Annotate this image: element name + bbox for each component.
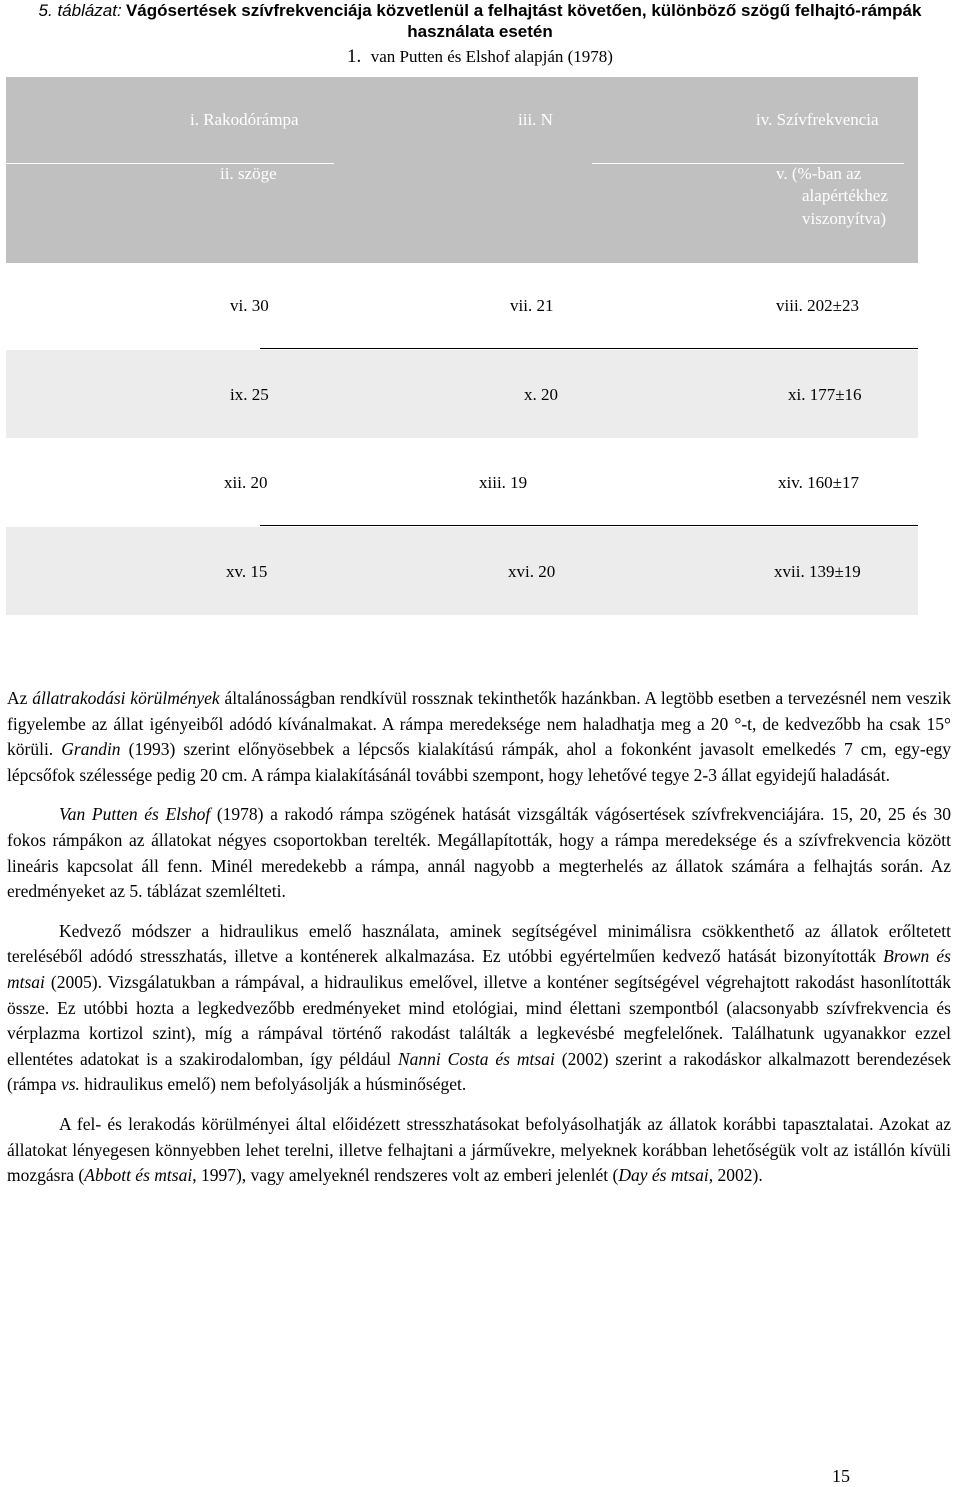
paragraph-3: Kedvező módszer a hidraulikus emelő használata, aminek segítségével minimálisra csökkenthető az állatok erőltetett tereléséből adódó stresszhatás, illetve a konténerek alkalmazása. Ez utóbbi egyértelműen kedvező hatását bizonyították Brown és mtsai (2005). Vizsgálatukban a rámpával, a hidraulikus emelővel, illetve a konténer segítségével végrehajtott rakodást hasonlították össze. Ez utóbbi hozta a legkedvezőbb eredményeket mind etológiai, mind élettani szempontból (alacsonyabb szívfrekvencia és vérplazma kortizol szint), míg a rámpával történő rakodást találták a legkevésbé megfelelőnek. Találhatunk ugyanakkor ezzel ellentétes adatokat is a szakirodalomban, így például Nanni Costa és mtsai (2002) szerint a rakodáskor alkalmazott berendezések (rámpa vs. hidraulikus emelő) nem befolyásolják a húsminőséget. (7, 920, 951, 1095)
paragraph-4: A fel- és lerakodás körülményei által előidézett stresszhatásokat befolyásolhatják az állatok korábbi tapasztalatai. Azokat az állatokat lényegesen könnyebben lehet terelni, illetve felhajtani a járművekre, melyeknek korábban lehetőségük volt az istállón kívüli mozgásra (Abbott és mtsai, 1997), vagy amelyeknél rendszeres volt az emberi jelenlét (Day és mtsai, 2002). (7, 1113, 951, 1186)
row3-n: xiii. 19 (479, 473, 528, 492)
table-row (6, 263, 918, 349)
caption-title: Vágósertések szívfrekvenciája közvetlenül a felhajtást követően, különböző szögű felhajtó-rámpák használata esetén (125, 1, 922, 41)
header-divider-left (6, 163, 334, 164)
header-col3-sub2: alapértékhez (802, 186, 888, 205)
row2-hr: xi. 177±16 (788, 385, 862, 404)
table-row (6, 438, 918, 526)
row1-n: vii. 21 (510, 296, 554, 315)
header-col3-sub1: v. (%-ban az (776, 164, 862, 183)
row1-angle: vi. 30 (230, 296, 269, 315)
header-col3-sub3: viszonyítva) (802, 209, 887, 228)
caption-source: van Putten és Elshof alapján (1978) (370, 47, 613, 66)
paragraph-1: Az állatrakodási körülmények általánosságban rendkívül rossznak tekinthetők hazánkban. A legtöbb esetben a tervezésnél nem veszik figyelembe az állat igényeiből adódó kívánalmakat. A rámpa meredeksége nem haladhatja meg a 20 °-t, de kedvezőbb ha csak 15° körüli. Grandin (1993) szerint előnyösebbek a lépcsős kialakítású rámpák, ahol a fokonként javasolt emelkedés 7 cm, egy-egy lépcsőfok szélessége pedig 20 cm. A rámpa kialakításánál további szempont, hogy lehetővé tegye 2-3 állat egyidejű haladását. (7, 688, 952, 785)
row2-angle: ix. 25 (230, 385, 269, 404)
header-col1-sub: ii. szöge (220, 164, 277, 183)
row3-angle: xii. 20 (224, 473, 268, 492)
page-number: 15 (832, 1466, 850, 1486)
row2-n: x. 20 (524, 385, 558, 404)
header-col3: iv. Szívfrekvencia (756, 110, 879, 129)
row-rule (260, 525, 918, 526)
paragraph-2: Van Putten és Elshof (1978) a rakodó rámpa szögének hatását vizsgálták vágósertések szívfrekvenciájára. 15, 20, 25 és 30 fokos rámpákon az állatokat négyes csoportokban terelték. Megállapították, hogy a rámpa meredeksége és a szívfrekvencia között lineáris kapcsolat áll fenn. Minél meredekebb a rámpa, annál nagyobb a megterhelés az állatok számára a felhajtás során. Az eredményeket az 5. táblázat szemlélteti. (7, 804, 951, 902)
row4-hr: xvii. 139±19 (774, 562, 861, 581)
table-header (6, 77, 918, 263)
caption-label: 5. táblázat: (38, 1, 122, 20)
row3-hr: xiv. 160±17 (778, 473, 859, 492)
table-caption (0, 0, 960, 67)
row1-hr: viii. 202±23 (776, 296, 859, 315)
table-row (6, 527, 918, 615)
caption-number: 1. (347, 46, 362, 67)
table-row (6, 350, 918, 438)
body-text (7, 686, 951, 1189)
header-col1: i. Rakodórámpa (190, 110, 299, 129)
row-rule (260, 348, 918, 349)
row4-n: xvi. 20 (508, 562, 556, 581)
row4-angle: xv. 15 (226, 562, 268, 581)
header-col2: iii. N (518, 110, 553, 129)
